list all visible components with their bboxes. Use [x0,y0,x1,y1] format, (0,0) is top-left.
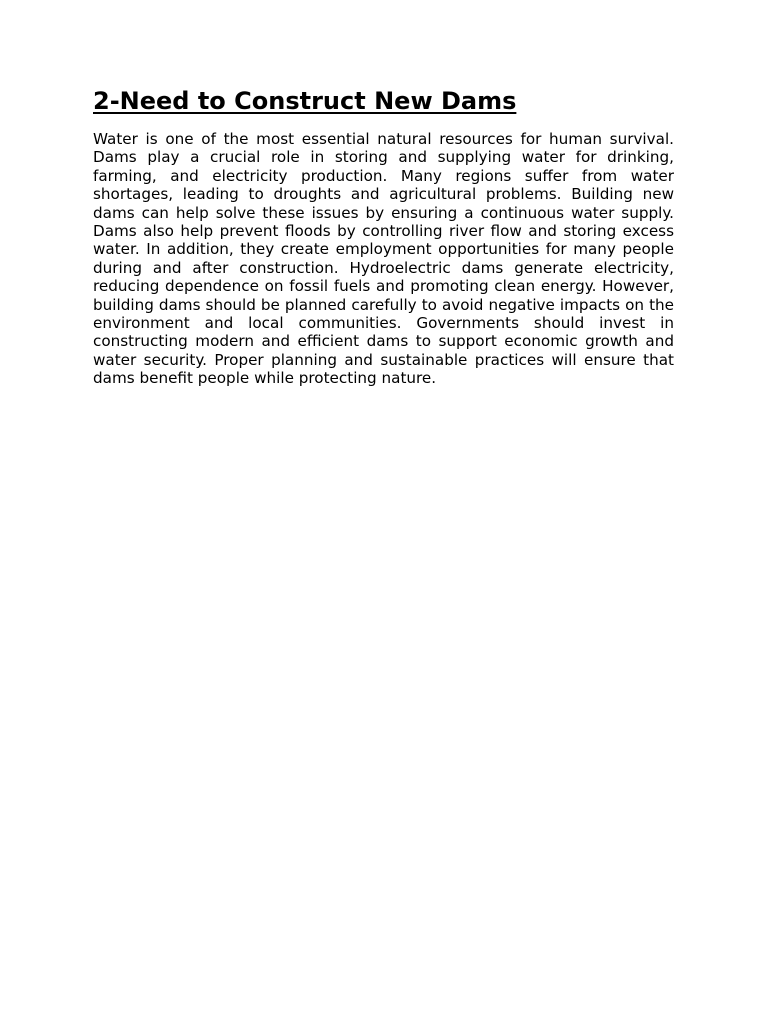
section-heading: 2-Need to Construct New Dams [93,87,517,115]
body-paragraph: Water is one of the most essential natural resources for human survival. Dams play a crucial role in storing and supplying water for drinking, farming, and electricity production. Many regions suffer from water shortages, leading to droughts and agricultural problems. Building new dams can help solve these issues by ensuring a continuous water supply. Dams also help prevent floods by controlling river flow and storing excess water. In addition, they create employment opportunities for many people during and after construction. Hydroelectric dams generate electricity, reducing dependence on fossil fuels and promoting clean energy. However, building dams should be planned carefully to avoid negative impacts on the environment and local communities. Governments should invest in constructing modern and efficient dams to support economic growth and water security. Proper planning and sustainable practices will ensure that dams benefit people while protecting nature. [93,130,674,388]
document-content [93,84,674,388]
